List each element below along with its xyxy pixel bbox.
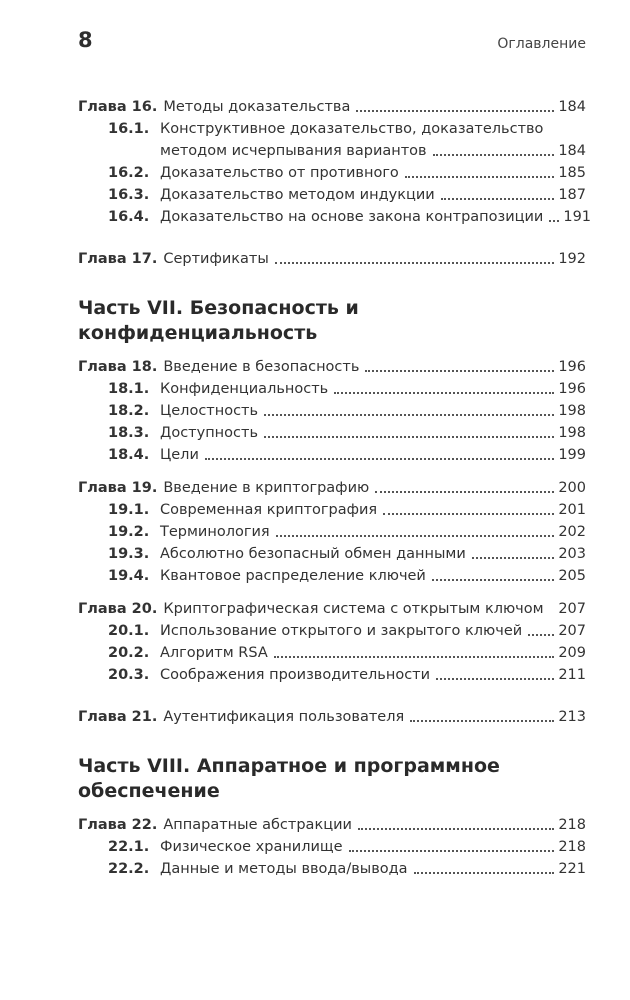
chapter-number: Глава 20. [78, 601, 158, 617]
page-ref: 185 [558, 165, 586, 181]
section-number: 18.2. [108, 403, 150, 419]
part-title-line2: обеспечение [78, 780, 220, 802]
section-title: Цели [160, 447, 199, 463]
toc-section-16-2[interactable] [78, 162, 586, 184]
page-ref: 202 [558, 524, 586, 540]
section-title-line1: Конструктивное доказательство, доказательство [160, 121, 544, 137]
section-number: 16.4. [108, 209, 150, 225]
dot-leader [264, 414, 554, 416]
page-ref: 218 [558, 817, 586, 833]
toc-chapter-16[interactable] [78, 96, 586, 118]
chapter-title: Криптографическая система с открытым ключом [163, 601, 544, 617]
section-number: 19.3. [108, 546, 150, 562]
section-number: 18.3. [108, 425, 150, 441]
chapter-number: Глава 21. [78, 709, 158, 725]
toc-section-19-1[interactable] [78, 499, 586, 521]
section-title: Современная криптография [160, 502, 378, 518]
section-title: Соображения производительности [160, 667, 431, 683]
dot-leader [432, 579, 554, 581]
dot-leader [365, 370, 554, 372]
page-ref: 199 [558, 447, 586, 463]
chapter-title: Введение в криптографию [163, 480, 370, 496]
section-title: Физическое хранилище [160, 839, 343, 855]
section-number: 18.1. [108, 381, 150, 397]
section-title: Абсолютно безопасный обмен данными [160, 546, 466, 562]
toc-part-7[interactable]: Часть VII. Безопасность и конфиденциальность [78, 297, 359, 344]
page-ref: 209 [558, 645, 586, 661]
chapter-number: Глава 18. [78, 359, 158, 375]
page-ref: 221 [558, 861, 586, 877]
toc-section-19-3[interactable] [78, 543, 586, 565]
dot-leader [441, 198, 555, 200]
dot-leader [433, 154, 555, 156]
dot-leader [274, 656, 555, 658]
section-title-line2: методом исчерпывания вариантов [160, 143, 427, 159]
page-ref: 207 [558, 601, 586, 617]
dot-leader [410, 720, 554, 722]
section-number: 16.3. [108, 187, 150, 203]
toc-section-18-4[interactable] [78, 444, 586, 466]
toc-chapter-18[interactable] [78, 356, 586, 378]
page-ref: 211 [558, 667, 586, 683]
page-number: 8 [78, 28, 93, 52]
page-ref: 198 [558, 425, 586, 441]
dot-leader [349, 850, 555, 852]
section-title: Доступность [160, 425, 258, 441]
chapter-title: Аппаратные абстракции [163, 817, 352, 833]
page-ref: 207 [558, 623, 586, 639]
page-ref: 184 [558, 143, 586, 159]
section-number: 20.1. [108, 623, 150, 639]
chapter-title: Сертификаты [163, 251, 269, 267]
section-title: Целостность [160, 403, 259, 419]
section-number: 16.1. [108, 121, 150, 137]
toc-part-8[interactable] [78, 754, 586, 804]
dot-leader [436, 678, 554, 680]
part-title-line1: Часть VIII. Аппаратное и программное [78, 755, 500, 777]
page-ref: 203 [558, 546, 586, 562]
section-title-row2 [160, 140, 586, 162]
chapter-number: Глава 22. [78, 817, 158, 833]
chapter-title: Аутентификация пользователя [163, 709, 405, 725]
dot-leader [356, 110, 554, 112]
section-number: 22.1. [108, 839, 150, 855]
section-title: Данные и методы ввода/вывода [160, 861, 408, 877]
dot-leader [375, 491, 554, 493]
section-title: Доказательство от противного [160, 165, 399, 181]
page-ref: 200 [558, 480, 586, 496]
dot-leader [549, 220, 559, 222]
dot-leader [358, 828, 554, 830]
page-ref: 192 [558, 251, 586, 267]
toc-chapter-17[interactable] [78, 248, 586, 270]
section-number: 19.4. [108, 568, 150, 584]
chapter-number: Глава 17. [78, 251, 158, 267]
toc-section-16-1[interactable] [78, 118, 586, 162]
section-title: Квантовое распределение ключей [160, 568, 426, 584]
dot-leader [205, 458, 554, 460]
section-title: Конфиденциальность [160, 381, 329, 397]
section-number: 20.2. [108, 645, 150, 661]
dot-leader [405, 176, 555, 178]
page-ref: 201 [558, 502, 586, 518]
section-title: Алгоритм RSA [160, 645, 268, 661]
page-ref: 196 [558, 381, 586, 397]
toc-section-19-2[interactable] [78, 521, 586, 543]
toc-chapter-21[interactable] [78, 706, 586, 728]
section-title: Использование открытого и закрытого ключей [160, 623, 523, 639]
dot-leader [528, 634, 554, 636]
toc-section-16-3[interactable] [78, 184, 586, 206]
toc-section-18-2[interactable] [78, 400, 586, 422]
toc-section-20-3[interactable] [78, 664, 586, 686]
toc-section-16-4[interactable] [78, 206, 592, 228]
section-title: Доказательство на основе закона контрапозиции [160, 209, 544, 225]
page-ref: 184 [558, 99, 586, 115]
table-of-contents [78, 96, 592, 880]
section-number: 16.2. [108, 165, 150, 181]
running-head: Оглавление [497, 36, 586, 52]
section-number: 19.2. [108, 524, 150, 540]
page-ref: 218 [558, 839, 586, 855]
dot-leader [275, 262, 554, 264]
dot-leader [264, 436, 554, 438]
section-number: 18.4. [108, 447, 150, 463]
page-ref: 213 [558, 709, 586, 725]
toc-section-20-2[interactable] [78, 642, 586, 664]
toc-section-20-1[interactable] [78, 620, 586, 642]
page-ref: 205 [558, 568, 586, 584]
toc-chapter-19[interactable] [78, 477, 586, 499]
chapter-title: Введение в безопасность [163, 359, 360, 375]
toc-chapter-22[interactable] [78, 814, 586, 836]
dot-leader [414, 872, 555, 874]
page-ref: 187 [558, 187, 586, 203]
toc-section-22-2[interactable] [78, 858, 586, 880]
toc-chapter-20[interactable] [78, 598, 586, 620]
dot-leader [276, 535, 555, 537]
page-ref: 198 [558, 403, 586, 419]
toc-section-22-1[interactable] [78, 836, 586, 858]
dot-leader [472, 557, 555, 559]
toc-section-18-3[interactable] [78, 422, 586, 444]
section-title: Терминология [160, 524, 270, 540]
section-number: 22.2. [108, 861, 150, 877]
dot-leader [546, 612, 557, 614]
chapter-title: Методы доказательства [163, 99, 351, 115]
toc-section-18-1[interactable] [78, 378, 586, 400]
chapter-number: Глава 16. [78, 99, 158, 115]
dot-leader [383, 513, 554, 515]
section-title-wrap [160, 118, 586, 162]
chapter-number: Глава 19. [78, 480, 158, 496]
section-title: Доказательство методом индукции [160, 187, 435, 203]
section-number: 19.1. [108, 502, 150, 518]
toc-section-19-4[interactable] [78, 565, 586, 587]
page-header [78, 28, 586, 60]
page-ref: 191 [563, 209, 592, 225]
dot-leader [334, 392, 554, 394]
section-number: 20.3. [108, 667, 150, 683]
page-ref: 196 [558, 359, 586, 375]
